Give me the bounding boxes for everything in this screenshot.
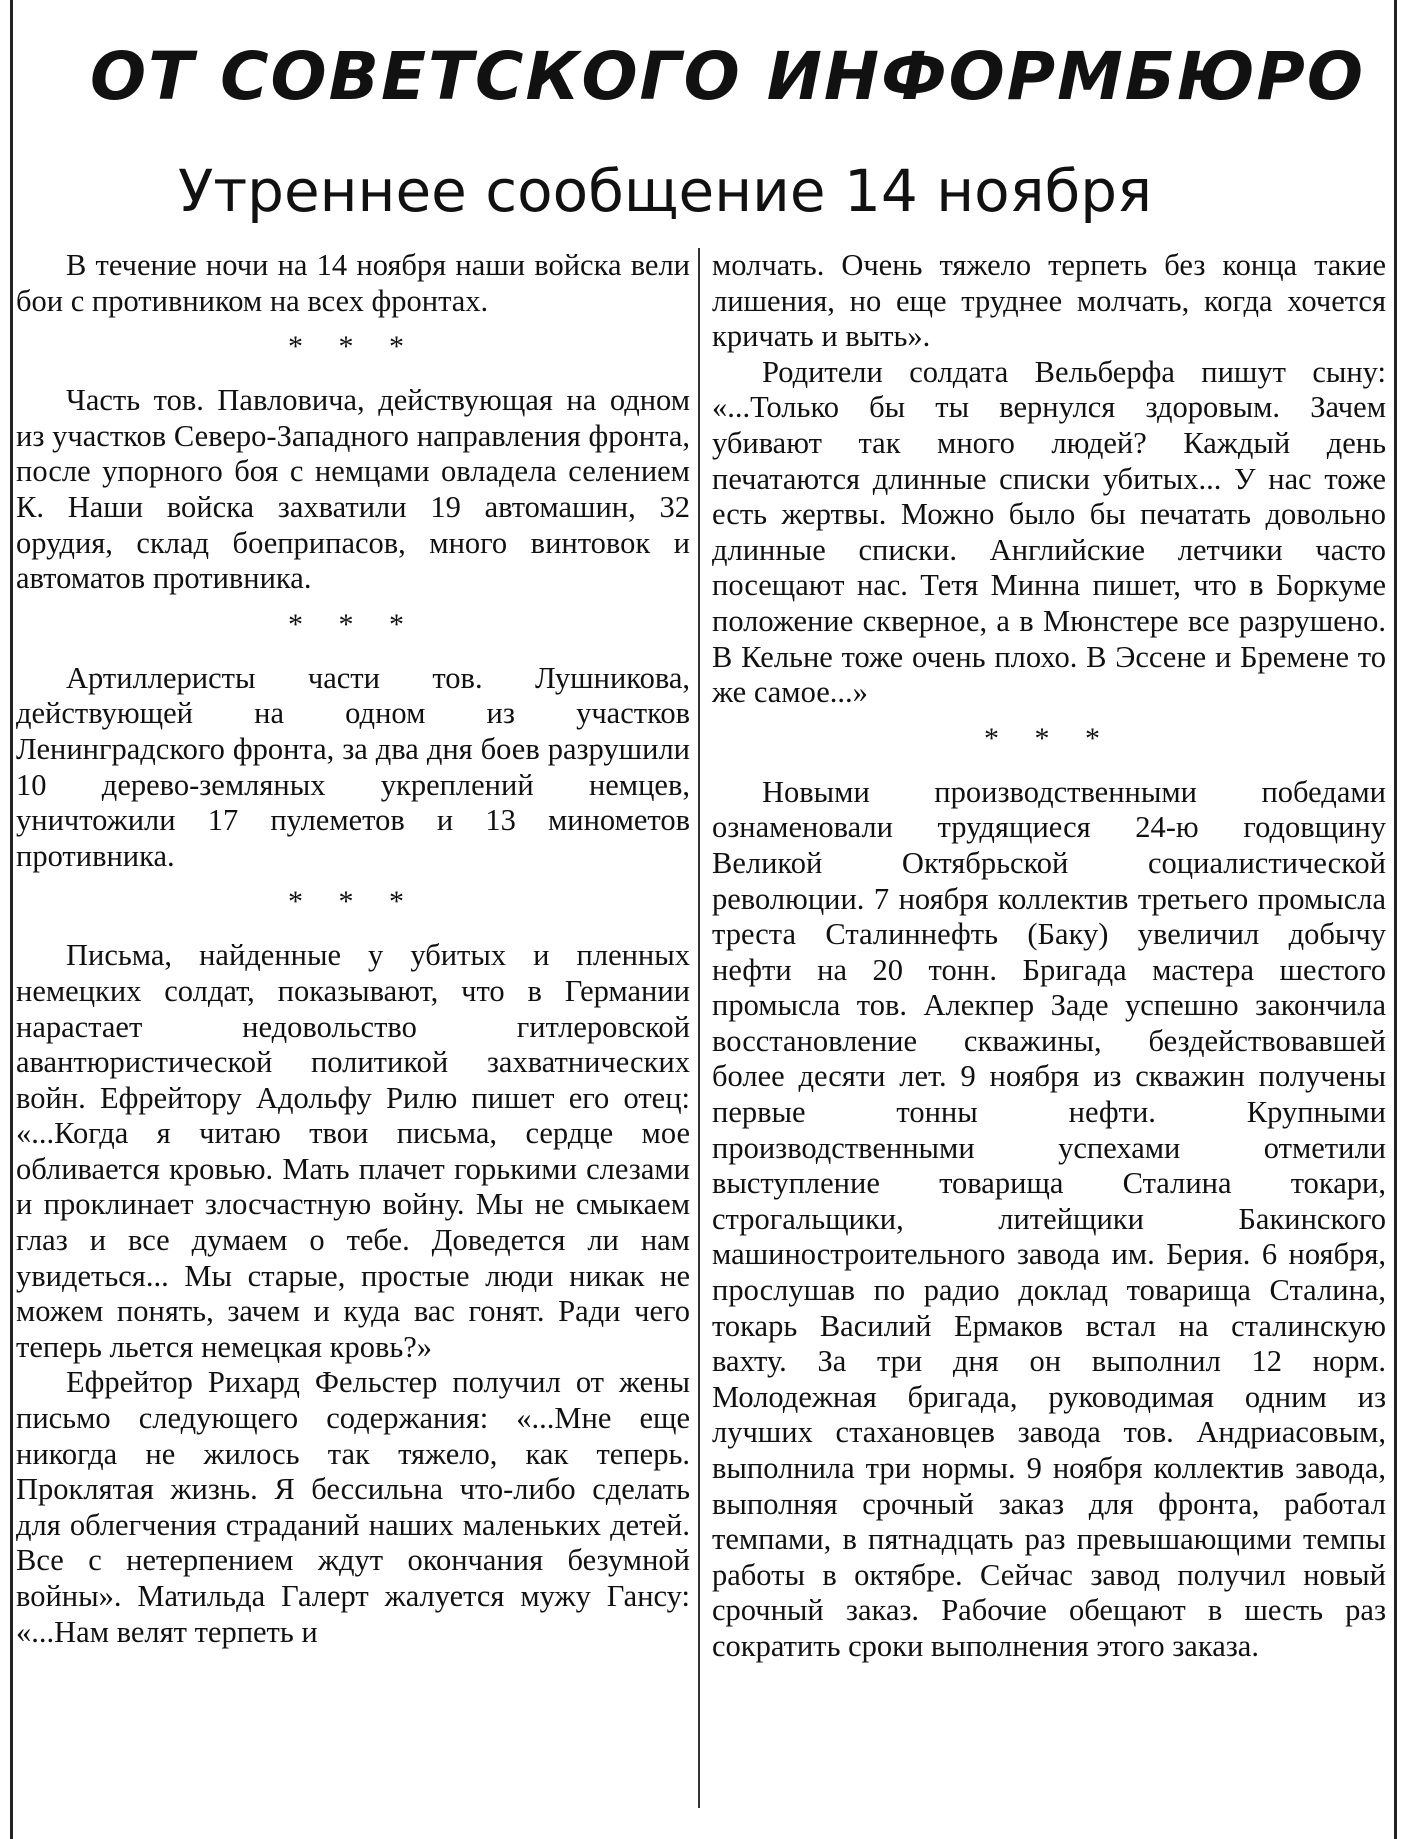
article-paragraph: Ефрейтор Рихард Фельстер получил от жены письмо следующего содержания: «...Мне еще никогда не жилось так тяжело, как теперь. Проклятая жизнь. Я бессильна что-либо сделать для облегчения страданий наших маленьких детей. Все с нетерпением ждут окончания безумной войны». Матильда Галерт жалуется мужу Гансу: «...Нам велят терпеть и <box>16 1365 690 1649</box>
page-title: ОТ СОВЕТСКОГО ИНФОРМБЮРО <box>90 38 1366 115</box>
article-paragraph: Письма, найденные у убитых и пленных немецких солдат, показывают, что в Германии нарастает недовольство гитлеровской авантюристической политикой захватнических войн. Ефрейтору Адольфу Рилю пишет его отец: «...Когда я читаю твои письма, сердце мое обливается кровью. Мать плачет горькими слезами и проклинает злосчастную войну. Мы не смыкаем глаз и все думаем о тебе. Доведется ли нам увидеться... Мы старые, простые люди никак не можем понять, зачем и куда вас гонят. Ради чего теперь льется немецкая кровь?» <box>16 938 690 1364</box>
section-separator: * * * <box>288 330 418 364</box>
left-border-rule <box>10 0 13 1839</box>
right-border-rule <box>1394 0 1397 1839</box>
article-paragraph: Артиллеристы части тов. Лушникова, действующей на одном из участков Ленинградского фронта, за два дня боев разрушили 10 дерево-земляных укреплений немцев, уничтожили 17 пулеметов и 13 минометов противника. <box>16 660 690 873</box>
article-paragraph: Часть тов. Павловича, действующая на одном из участков Северо-Западного направления фронта, после упорного боя с немцами овладела селением К. Наши войска захватили 19 автомашин, 32 орудия, склад боеприпасов, много винтовок и автоматов противника. <box>16 383 690 596</box>
section-separator: * * * <box>288 885 418 919</box>
page-subtitle: Утреннее сообщение 14 ноября <box>178 157 1152 225</box>
article-paragraph: Новыми производственными победами ознаменовали трудящиеся 24-ю годовщину Великой Октябрьской социалистической революции. 7 ноября коллектив третьего промысла треста Сталиннефть (Баку) увеличил добычу нефти на 20 тонн. Бригада мастера шестого промысла тов. Алекпер Заде успешно закончила восстановление скважины, бездействовавшей более десяти лет. 9 ноября из скважин получены первые тонны нефти. Крупными производственными успехами отметили выступление товарища Сталина токари, строгальщики, литейщики Бакинского машиностроительного завода им. Берия. 6 ноября, прослушав по радио доклад товарища Сталина, токарь Василий Ермаков встал на сталинскую вахту. За три дня он выполнил 12 норм. Молодежная бригада, руководимая одним из лучших стахановцев завода тов. Андриасовым, выполнила три нормы. 9 ноября коллектив завода, выполняя срочный заказ для фронта, работал темпами, в пятнадцать раз превышающими темпы работы в октябре. Сейчас завод получил новый срочный заказ. Рабочие обещают в шесть раз сократить сроки выполнения этого заказа. <box>712 774 1386 1663</box>
column-divider <box>698 248 700 1808</box>
right-column <box>712 248 1386 1665</box>
article-paragraph: молчать. Очень тяжело терпеть без конца такие лишения, но еще труднее молчать, когда хочется кричать и выть». <box>712 248 1386 354</box>
article-paragraph: Родители солдата Вельберфа пишут сыну: «...Только бы ты вернулся здоровым. Зачем убивают так много людей? Каждый день печатаются длинные списки убитых... У нас тоже есть жертвы. Можно было бы печатать довольно длинные списки. Английские летчики часто посещают нас. Тетя Минна пишет, что в Боркуме положение скверное, а в Мюнстере все разрушено. В Кельне тоже очень плохо. В Эссене и Бремене то же самое...» <box>712 354 1386 710</box>
left-column <box>16 248 690 1650</box>
article-paragraph: В течение ночи на 14 ноября наши войска вели бои с противником на всех фронтах. <box>16 248 690 318</box>
section-separator: * * * <box>288 607 418 641</box>
section-separator: * * * <box>984 721 1114 755</box>
